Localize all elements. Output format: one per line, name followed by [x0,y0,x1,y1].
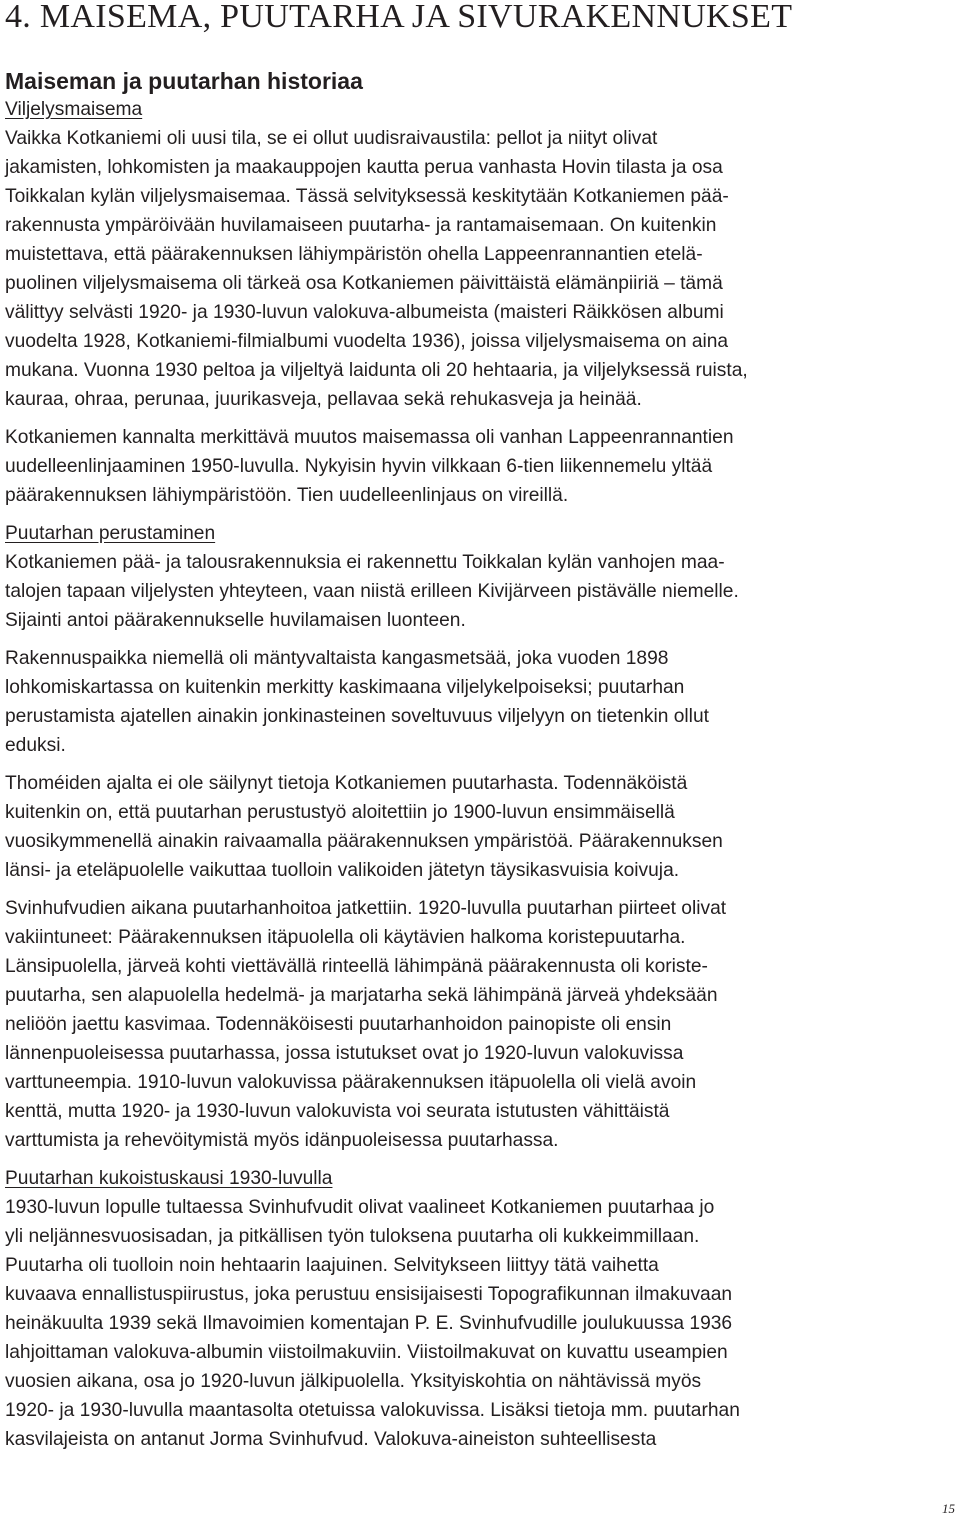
subsection-heading: Viljelysmaisema [5,99,143,120]
text-line: lännenpuoleisessa puutarhassa, jossa istutukset ovat jo 1920-luvun valokuvissa [5,1043,684,1064]
text-line: lahjoittaman valokuva-albumin viistoilmakuviin. Viistoilmakuvat on kuvattu useampien [5,1342,728,1363]
text-line: varttuneempia. 1910-luvun valokuvissa päärakennuksen itäpuolella oli vielä avoin [5,1072,697,1093]
text-line: Toikkalan kylän viljelysmaisemaa. Tässä selvityksessä keskitytään Kotkaniemen pää- [5,186,729,207]
text-line: rakennusta ympäröivään huvilamaiseen puutarha- ja rantamaisemaan. On kuitenkin [5,215,717,236]
text-line: välittyy selvästi 1920- ja 1930-luvun valokuva-albumeista (maisteri Räikkösen albumi [5,302,724,323]
text-line: kauraa, ohraa, perunaa, juurikasveja, pellavaa sekä rehukasveja ja heinää. [5,389,642,410]
text-line: Sijainti antoi päärakennukselle huvilamaisen luonteen. [5,610,466,631]
text-line: Rakennuspaikka niemellä oli mäntyvaltaista kangasmetsää, joka vuoden 1898 [5,648,669,669]
text-line: vuosien aikana, osa jo 1920-luvun jälkipuolella. Yksityiskohtia on nähtävissä myös [5,1371,702,1392]
text-line: puutarha, sen alapuolella hedelmä- ja marjatarha sekä lähimpänä järveä yhdeksään [5,985,718,1006]
text-line: perustamista ajatellen ainakin jonkinasteinen soveltuvuus viljelyyn on tietenkin ollut [5,706,709,727]
text-line: Vaikka Kotkaniemi oli uusi tila, se ei ollut uudisraivaustila: pellot ja niityt olivat [5,128,658,149]
text-line: Kotkaniemen pää- ja talousrakennuksia ei rakennettu Toikkalan kylän vanhojen maa- [5,552,725,573]
document-page [5,0,955,1454]
text-line: muistettava, että päärakennuksen lähiympäristön ohella Lappeenrannantien etelä- [5,244,703,265]
subsection-heading: Puutarhan kukoistuskausi 1930-luvulla [5,1168,333,1189]
text-line: vuodelta 1928, Kotkaniemi-filmialbumi vuodelta 1936), joissa viljelysmaisema on aina [5,331,729,352]
text-line: Thoméiden ajalta ei ole säilynyt tietoja Kotkaniemen puutarhasta. Todennäköistä [5,773,688,794]
text-line: kuitenkin on, että puutarhan perustustyö aloitettiin jo 1900-luvun ensimmäisellä [5,802,675,823]
paragraph [5,124,955,414]
text-line: varttumista ja rehevöitymistä myös idänpuoleisessa puutarhassa. [5,1130,559,1151]
text-line: Länsipuolella, järveä kohti viettävällä rinteellä lähimpänä päärakennusta oli koriste- [5,956,708,977]
text-line: Svinhufvudien aikana puutarhanhoitoa jatkettiin. 1920-luvulla puutarhan piirteet olivat [5,898,727,919]
text-line: kuvaava ennallistuspiirustus, joka perustuu ensisijaisesti Topografikunnan ilmakuvaan [5,1284,733,1305]
text-line: kenttä, mutta 1920- ja 1930-luvun valokuvista voi seurata istutusten vähittäistä [5,1101,670,1122]
paragraph [5,1193,955,1454]
text-line: 1920- ja 1930-luvulla maantasolta otetuissa valokuvissa. Lisäksi tietoja mm. puutarhan [5,1400,740,1421]
text-line: puolinen viljelysmaisema oli tärkeä osa Kotkaniemen päivittäistä elämänpiiriä – tämä [5,273,723,294]
paragraph [5,894,955,1155]
section-heading: Maiseman ja puutarhan historiaa [5,68,363,94]
text-line: heinäkuulta 1939 sekä Ilmavoimien komentajan P. E. Svinhufvudille joulukuussa 1936 [5,1313,733,1334]
document-body [5,95,955,1454]
paragraph [5,644,955,760]
text-line: Kotkaniemen kannalta merkittävä muutos maisemassa oli vanhan Lappeenrannantien [5,427,734,448]
paragraph [5,548,955,635]
text-line: 1930-luvun lopulle tultaessa Svinhufvudit olivat vaalineet Kotkaniemen puutarhaa jo [5,1197,715,1218]
text-line: yli neljännesvuosisadan, ja pitkällisen työn tuloksena puutarha oli kukkeimmillaan. [5,1226,700,1247]
text-line: vuosikymmenellä ainakin raivaamalla päärakennuksen ympäristöä. Päärakennuksen [5,831,723,852]
text-line: Puutarha oli tuolloin noin hehtaarin laajuinen. Selvitykseen liittyy tätä vaihetta [5,1255,659,1276]
text-line: länsi- ja eteläpuolelle vaikuttaa tuolloin valikoiden jätetyn täysikasvuisia koivuja. [5,860,680,881]
text-line: vakiintuneet: Päärakennuksen itäpuolella oli käytävien halkoma koristepuutarha. [5,927,686,948]
paragraph [5,769,955,885]
text-line: uudelleenlinjaaminen 1950-luvulla. Nykyisin hyvin vilkkaan 6-tien liikennemelu yltää [5,456,713,477]
text-line: jakamisten, lohkomisten ja maakauppojen kautta perua vanhasta Hovin tilasta ja osa [5,157,723,178]
text-line: lohkomiskartassa on kuitenkin merkitty kaskimaana viljelykelpoiseksi; puutarhan [5,677,685,698]
text-line: eduksi. [5,735,66,756]
text-line: päärakennuksen lähiympäristöön. Tien uudelleenlinjaus on vireillä. [5,485,569,506]
text-line: neliöön jaettu kasvimaa. Todennäköisesti puutarhanhoidon painopiste oli ensin [5,1014,672,1035]
paragraph [5,423,955,510]
text-line: kasvilajeista on antanut Jorma Svinhufvud. Valokuva-aineiston suhteellisesta [5,1429,657,1450]
page-number: 15 [942,1501,955,1516]
text-line: mukana. Vuonna 1930 peltoa ja viljeltyä laidunta oli 20 hehtaaria, ja viljelyksessä ruista, [5,360,748,381]
subsection-heading: Puutarhan perustaminen [5,523,216,544]
chapter-title: 4. MAISEMA, PUUTARHA JA SIVURAKENNUKSET [5,0,793,35]
text-line: talojen tapaan viljelysten yhteyteen, vaan niistä erilleen Kivijärveen pistävälle niemelle. [5,581,739,602]
